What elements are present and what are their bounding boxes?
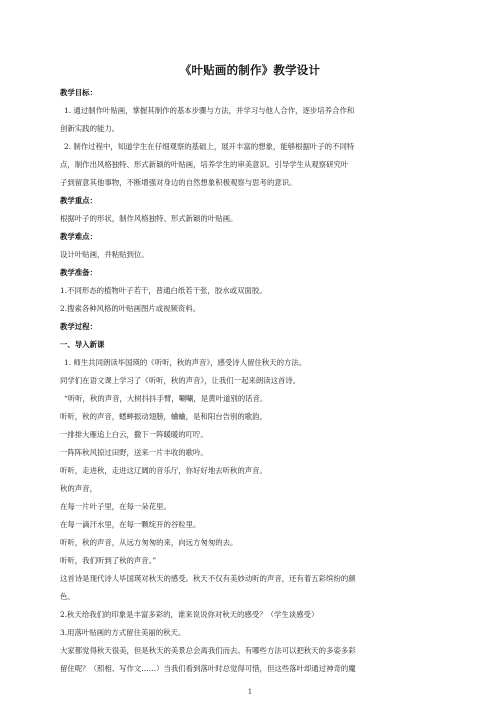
heading-goals: 教学目标：	[60, 88, 97, 97]
paragraph-line: 设计叶贴画，并粘贴到位。	[60, 250, 149, 259]
paragraph-line: 根据叶子的形状，制作风格独特、形式新颖的叶贴画。	[60, 214, 238, 223]
paragraph-line: 3.用落叶贴画的方式留住美丽的秋天。	[60, 628, 186, 637]
poem-line: “听听，秋的声音，大树抖抖手臂，唰唰，是黄叶道别的话音。	[64, 394, 268, 403]
paragraph-line: 2.秋天给我们的印象是丰富多彩的，谁来说说你对秋天的感受？（学生谈感受）	[60, 610, 319, 619]
poem-line: 秋的声音，	[60, 484, 97, 493]
heading-preparation: 教学准备：	[60, 268, 97, 277]
paragraph-line: 同学们在语文课上学习了《听听，秋的声音》，让我们一起来朗读这首诗。	[60, 376, 301, 385]
poem-line: 在每一滴汗水里，在每一颗绽开的谷粒里。	[60, 520, 201, 529]
paragraph-line: 色。	[60, 592, 75, 601]
heading-difficulties: 教学难点：	[60, 232, 97, 241]
paragraph-line: 2. 制作过程中，知道学生在仔细观察的基础上，展开丰富的想象，能够根据叶子的不同特	[64, 142, 355, 151]
poem-line: 听听，我们听到了秋的声音。”	[60, 556, 157, 565]
document-body	[60, 84, 446, 678]
poem-line: 听听，走进秋，走进这辽阔的音乐厅，你好好地去听秋的声音。	[60, 466, 267, 475]
paragraph-line: 子到留意其他事物，不断增强对身边的自然想象积极观察与思考的意识。	[60, 178, 297, 187]
paragraph-line: 留住呢？（照相、写作文……）当我们看到落叶时总觉得可惜，但这些落叶却通过神奇的魔	[60, 664, 356, 673]
paragraph-line: 大家都觉得秋天很美，但是秋天的美景总会离我们而去。有哪些方法可以把秋天的多姿多彩	[60, 646, 356, 655]
paragraph-line: 1. 师生共同朗读毕国瑛的《听听，秋的声音》，感受诗人留住秋天的方法。	[64, 358, 307, 367]
poem-line: 听听，秋的声音，从远方匆匆的来，向远方匆匆的去。	[60, 538, 238, 547]
heading-step-one: 一、导入新课	[60, 340, 105, 349]
poem-line: 听听，秋的声音，蟋蟀振动翅膀，蛐蛐，是和阳台告别的歌韵。	[60, 412, 267, 421]
paragraph-line: 1.不同形态的植物叶子若干，普通白纸若干张，胶水或双面胶。	[60, 286, 267, 295]
document-title: 《叶贴画的制作》教学设计	[179, 63, 321, 77]
paragraph-line: 创新实践的能力。	[60, 124, 120, 133]
paragraph-line: 点，制作出风格独特、形式新颖的叶贴画，培养学生的审美意识。引导学生从观察研究叶	[60, 160, 349, 169]
poem-line: 在每一片叶子里，在每一朵花里。	[60, 502, 171, 511]
page-number: 1	[247, 688, 253, 696]
poem-line: 一排排大雁追上白云，撒下一阵暖暖的叮咛。	[60, 430, 208, 439]
paragraph-line: 2.搜索各种风格的叶贴画图片或视频资料。	[60, 304, 201, 313]
poem-line: 一阵阵秋风掠过田野，送来一片丰收的歌吟。	[60, 448, 208, 457]
heading-key-points: 教学重点：	[60, 196, 97, 205]
heading-process: 教学过程：	[60, 322, 97, 331]
paragraph-line: 这首诗是现代诗人毕国瑛对秋天的感受。秋天不仅有美妙动听的声音，还有着五彩缤纷的颜	[60, 574, 356, 583]
paragraph-line: 1. 通过制作叶贴画，掌握其制作的基本步骤与方法，并学习与他人合作，逐步培养合作和	[64, 106, 355, 115]
